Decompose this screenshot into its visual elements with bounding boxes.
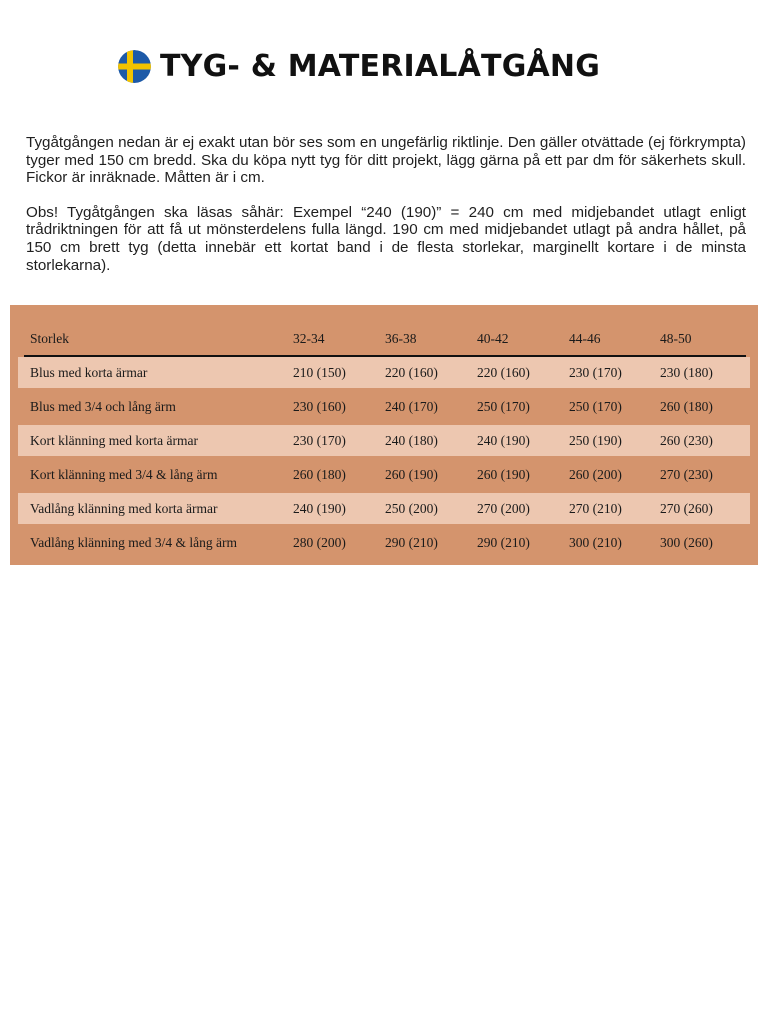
table-cell: 260 (200) — [569, 467, 622, 482]
table-cell: 260 (180) — [660, 399, 713, 414]
table-cell: 290 (210) — [385, 535, 438, 550]
table-cell: 280 (200) — [293, 535, 346, 550]
table-cell: 270 (230) — [660, 467, 713, 482]
table-row — [18, 527, 750, 558]
header-cell-size: Storlek — [30, 331, 69, 346]
table-cell: 250 (170) — [569, 399, 622, 414]
table-cell: 240 (190) — [293, 501, 346, 516]
sweden-flag-icon — [118, 50, 151, 83]
header-cell-40-42: 40-42 — [477, 331, 509, 346]
table-cell: 250 (170) — [477, 399, 530, 414]
table-row — [18, 357, 750, 388]
intro-text — [26, 134, 746, 274]
table-header-row — [24, 325, 746, 357]
header-cell-36-38: 36-38 — [385, 331, 417, 346]
intro-paragraph-1: Tygåtgången nedan är ej exakt utan bör ses som en ungefärlig riktlinje. Den gäller otvättade (ej förkrympta) tyger med 150 cm bredd. Ska du köpa nytt tyg för ditt projekt, lägg gärna på ett par dm för säkerhets skull. Fickor är inräknade. Måtten är i cm. — [26, 134, 746, 187]
header-cell-44-46: 44-46 — [569, 331, 601, 346]
table-cell: 260 (230) — [660, 433, 713, 448]
table-cell: 250 (190) — [569, 433, 622, 448]
table-cell: 300 (210) — [569, 535, 622, 550]
table-cell: 240 (190) — [477, 433, 530, 448]
table-row — [18, 425, 750, 456]
table-cell: 260 (180) — [293, 467, 346, 482]
header-cell-48-50: 48-50 — [660, 331, 692, 346]
row-label: Vadlång klänning med 3/4 & lång ärm — [30, 535, 237, 550]
table-cell: 230 (170) — [293, 433, 346, 448]
row-label: Vadlång klänning med korta ärmar — [30, 501, 218, 516]
page-header — [118, 44, 600, 88]
table-cell: 230 (170) — [569, 365, 622, 380]
table-cell: 220 (160) — [385, 365, 438, 380]
table-cell: 290 (210) — [477, 535, 530, 550]
row-label: Blus med korta ärmar — [30, 365, 148, 380]
table-cell: 230 (160) — [293, 399, 346, 414]
row-label: Kort klänning med korta ärmar — [30, 433, 198, 448]
table-row — [18, 459, 750, 490]
table-cell: 240 (170) — [385, 399, 438, 414]
table-cell: 230 (180) — [660, 365, 713, 380]
table-cell: 240 (180) — [385, 433, 438, 448]
table-cell: 270 (210) — [569, 501, 622, 516]
table-cell: 210 (150) — [293, 365, 346, 380]
table-cell: 220 (160) — [477, 365, 530, 380]
table-cell: 260 (190) — [385, 467, 438, 482]
page-title: TYG- & MATERIALÅTGÅNG — [160, 48, 601, 84]
table-row — [18, 493, 750, 524]
table-cell: 260 (190) — [477, 467, 530, 482]
table-row — [18, 391, 750, 422]
table-cell: 300 (260) — [660, 535, 713, 550]
table-cell: 250 (200) — [385, 501, 438, 516]
fabric-consumption-table — [10, 305, 758, 565]
header-cell-32-34: 32-34 — [293, 331, 325, 346]
intro-paragraph-2: Obs! Tygåtgången ska läsas såhär: Exempel “240 (190)” = 240 cm med midjebandet utlagt enligt trådriktningen för att få ut mönsterdelens fulla längd. 190 cm med midjebandet utlagt på andra hållet, på 150 cm brett tyg (detta innebär ett kortat band i de flesta storlekar, marginellt kortare i de minsta storlekarna). — [26, 203, 746, 274]
table-cell: 270 (200) — [477, 501, 530, 516]
row-label: Blus med 3/4 och lång ärm — [30, 399, 176, 414]
table-cell: 270 (260) — [660, 501, 713, 516]
row-label: Kort klänning med 3/4 & lång ärm — [30, 467, 218, 482]
